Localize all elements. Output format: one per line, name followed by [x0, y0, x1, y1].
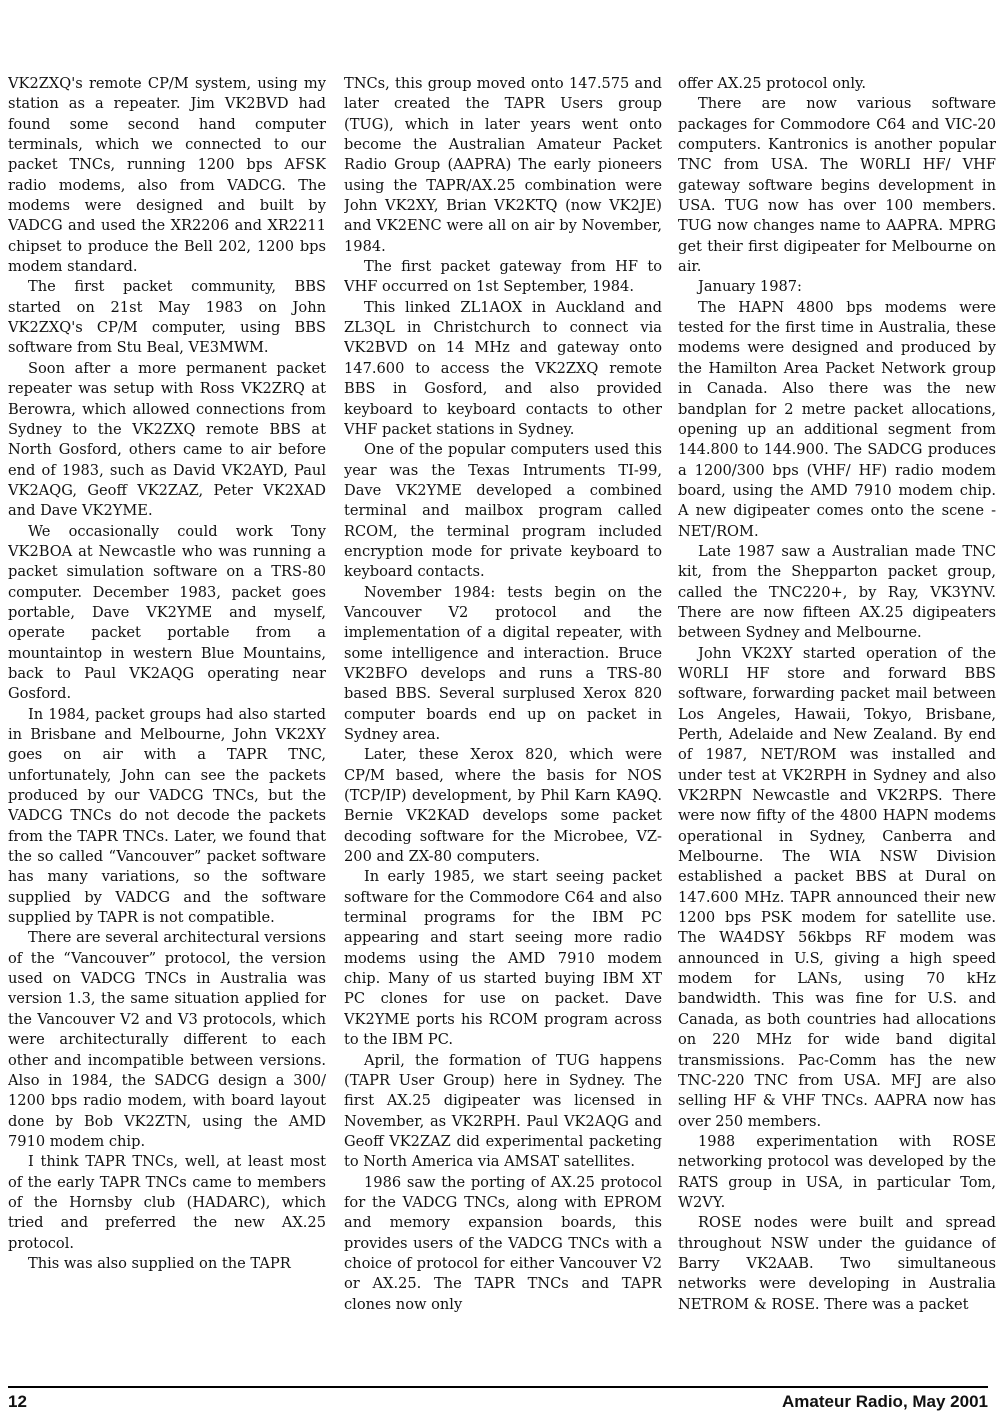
paragraph: In 1984, packet groups had also started in Brisbane and Melbourne, John VK2XY goes on air with a TAPR TNC, unfortunately, John can see the packets produced by our VADCG TNCs, but the VADCG TNCs do not decode the packets from the TAPR TNCs. Later, we found that the so called “Vancouver” packet software has many variations, so the software supplied by VADCG and the software supplied by TAPR is not compatible. — [8, 705, 326, 927]
paragraph: Later, these Xerox 820, which were CP/M based, where the basis for NOS (TCP/IP) development, by Phil Karn KA9Q. Bernie VK2KAD develops some packet decoding software for the Microbee, VZ-200 and ZX-80 computers. — [344, 746, 662, 866]
paragraph: There are several architectural versions of the “Vancouver” protocol, the version used on VADCG TNCs in Australia was version 1.3, the same situation applied for the Vancouver V2 and V3 protocols, which were architecturally different to each other and incompatible between versions. Also in 1984, the SADCG design a 300/ 1200 bps radio modem, with board layout done by Bob VK2ZTN, using the AMD 7910 modem chip. — [8, 929, 326, 1150]
paragraph: This was also supplied on the TAPR — [28, 1254, 291, 1272]
paragraph: 1986 saw the porting of AX.25 protocol for the VADCG TNCs, along with EPROM and memory expansion boards, this provides users of the VADCG TNCs with a choice of protocol for either Vancouver V2 or AX.25. The TAPR TNCs and TAPR clones now only — [344, 1173, 662, 1313]
paragraph: 1988 experimentation with ROSE networking protocol was developed by the RATS group in USA, in particular Tom, W2VY. — [678, 1132, 996, 1211]
paragraph: We occasionally could work Tony VK2BOA at Newcastle who was running a packet simulation software on a TRS-80 computer. December 1983, packet goes portable, Dave VK2YME and myself, operate packet portable from a mountaintop in western Blue Mountains, back to Paul VK2AQG operating near Gosford. — [8, 522, 326, 703]
paragraph: I think TAPR TNCs, well, at least most of the early TAPR TNCs came to members of the Hornsby club (HADARC), which tried and preferred the new AX.25 protocol. — [8, 1153, 326, 1252]
paragraph: The HAPN 4800 bps modems were tested for the first time in Australia, these modems were designed and produced by the Hamilton Area Packet Network group in Canada. Also there was the new bandplan for 2 metre packet allocations, opening up an additional segment from 144.800 to 144.900. The SADCG produces a 1200/300 bps (VHF/ HF) radio modem board, using the AMD 7910 modem chip. A new digipeater comes onto the scene - NET/ROM. — [678, 298, 996, 540]
paragraph: ROSE nodes were built and spread throughout NSW under the guidance of Barry VK2AAB. Two simultaneous networks were developing in Australia NETROM & ROSE. There was a packet — [678, 1214, 996, 1313]
article-column-2 — [344, 74, 662, 1374]
paragraph: Soon after a more permanent packet repeater was setup with Ross VK2ZRQ at Berowra, which allowed connections from Sydney to the VK2ZXQ remote BBS at North Gosford, others came to air before end of 1983, such as David VK2AYD, Paul VK2AQG, Geoff VK2ZAZ, Peter VK2XAD and Dave VK2YME. — [8, 359, 326, 520]
publication-footer: Amateur Radio, May 2001 — [782, 1392, 988, 1411]
paragraph: offer AX.25 protocol only. — [678, 75, 867, 92]
paragraph: There are now various software packages for Commodore C64 and VIC-20 computers. Kantronics is another popular TNC from USA. The W0RLI HF/ VHF gateway software begins development in USA. TUG now has over 100 members. TUG now changes name to AAPRA. MPRG get their first digipeater for Melbourne on air. — [678, 95, 996, 276]
article-column-3 — [678, 74, 996, 1374]
paragraph: April, the formation of TUG happens (TAPR User Group) here in Sydney. The first AX.25 digipeater was licensed in November, as VK2RPH. Paul VK2AQG and Geoff VK2ZAZ did experimental packeting to North America via AMSAT satellites. — [344, 1051, 662, 1171]
footer-rule — [8, 1386, 988, 1388]
paragraph: November 1984: tests begin on the Vancouver V2 protocol and the implementation of a digital repeater, with some intelligence and interaction. Bruce VK2BFO develops and runs a TRS-80 based BBS. Several surplused Xerox 820 computer boards end up on packet in Sydney area. — [344, 583, 662, 743]
paragraph: One of the popular computers used this year was the Texas Intruments TI-99, Dave VK2YME developed a combined terminal and mailbox program called RCOM, the terminal program included encryption mode for private keyboard to keyboard contacts. — [344, 441, 662, 581]
paragraph: John VK2XY started operation of the W0RLI HF store and forward BBS software, forwarding packet mail between Los Angeles, Hawaii, Tokyo, Brisbane, Perth, Adelaide and New Zealand. By end of 1987, NET/ROM was installed and under test at VK2RPH in Sydney and also VK2RPN Newcastle and VK2RPS. There were now fifty of the 4800 HAPN modems operational in Sydney, Canberra and Melbourne. The WIA NSW Division established a packet BBS at Dural on 147.600 MHz. TAPR announced their new 1200 bps PSK modem for satellite use. The WA4DSY 56kbps RF modem was announced in U.S, giving a high speed modem for LANs, using 70 kHz bandwidth. This was fine for U.S. and Canada, as both countries had allocations on 220 MHz for wide band digital transmissions. Pac-Comm has the new TNC-220 TNC from USA. MFJ are also selling HF & VHF TNCs. AAPRA now has over 250 members. — [678, 644, 996, 1130]
paragraph: TNCs, this group moved onto 147.575 and later created the TAPR Users group (TUG), which in later years went onto become the Australian Amateur Packet Radio Group (AAPRA) The early pioneers using the TAPR/AX.25 combination were John VK2XY, Brian VK2KTQ (now VK2JE) and VK2ENC were all on air by November, 1984. — [344, 75, 662, 255]
paragraph: The first packet gateway from HF to VHF occurred on 1st September, 1984. — [344, 258, 662, 296]
paragraph: VK2ZXQ's remote CP/M system, using my station as a repeater. Jim VK2BVD had found some second hand computer terminals, which we connected to our packet TNCs, running 1200 bps AFSK radio modems, also from VADCG. The modems were designed and built by VADCG and used the XR2206 and XR2211 chipset to produce the Bell 202, 1200 bps modem standard. — [8, 75, 326, 276]
paragraph: The first packet community, BBS started on 21st May 1983 on John VK2ZXQ's CP/M computer, using BBS software from Stu Beal, VE3MWM. — [8, 278, 326, 357]
article-column-1 — [8, 74, 326, 1374]
paragraph: This linked ZL1AOX in Auckland and ZL3QL in Christchurch to connect via VK2BVD on 14 MHz and gateway onto 147.600 to access the VK2ZXQ remote BBS in Gosford, and also provided keyboard to keyboard contacts to other VHF packet stations in Sydney. — [344, 298, 662, 438]
paragraph: In early 1985, we start seeing packet software for the Commodore C64 and also terminal programs for the IBM PC appearing and start seeing more radio modems using the AMD 7910 modem chip. Many of us started buying IBM XT PC clones for use on packet. Dave VK2YME ports his RCOM program across to the IBM PC. — [344, 868, 662, 1049]
paragraph: January 1987: — [698, 278, 802, 296]
paragraph: Late 1987 saw a Australian made TNC kit, from the Shepparton packet group, called the TNC220+, by Ray, VK3YNV. There are now fifteen AX.25 digipeaters between Sydney and Melbourne. — [678, 542, 996, 642]
page-number: 12 — [8, 1392, 27, 1411]
